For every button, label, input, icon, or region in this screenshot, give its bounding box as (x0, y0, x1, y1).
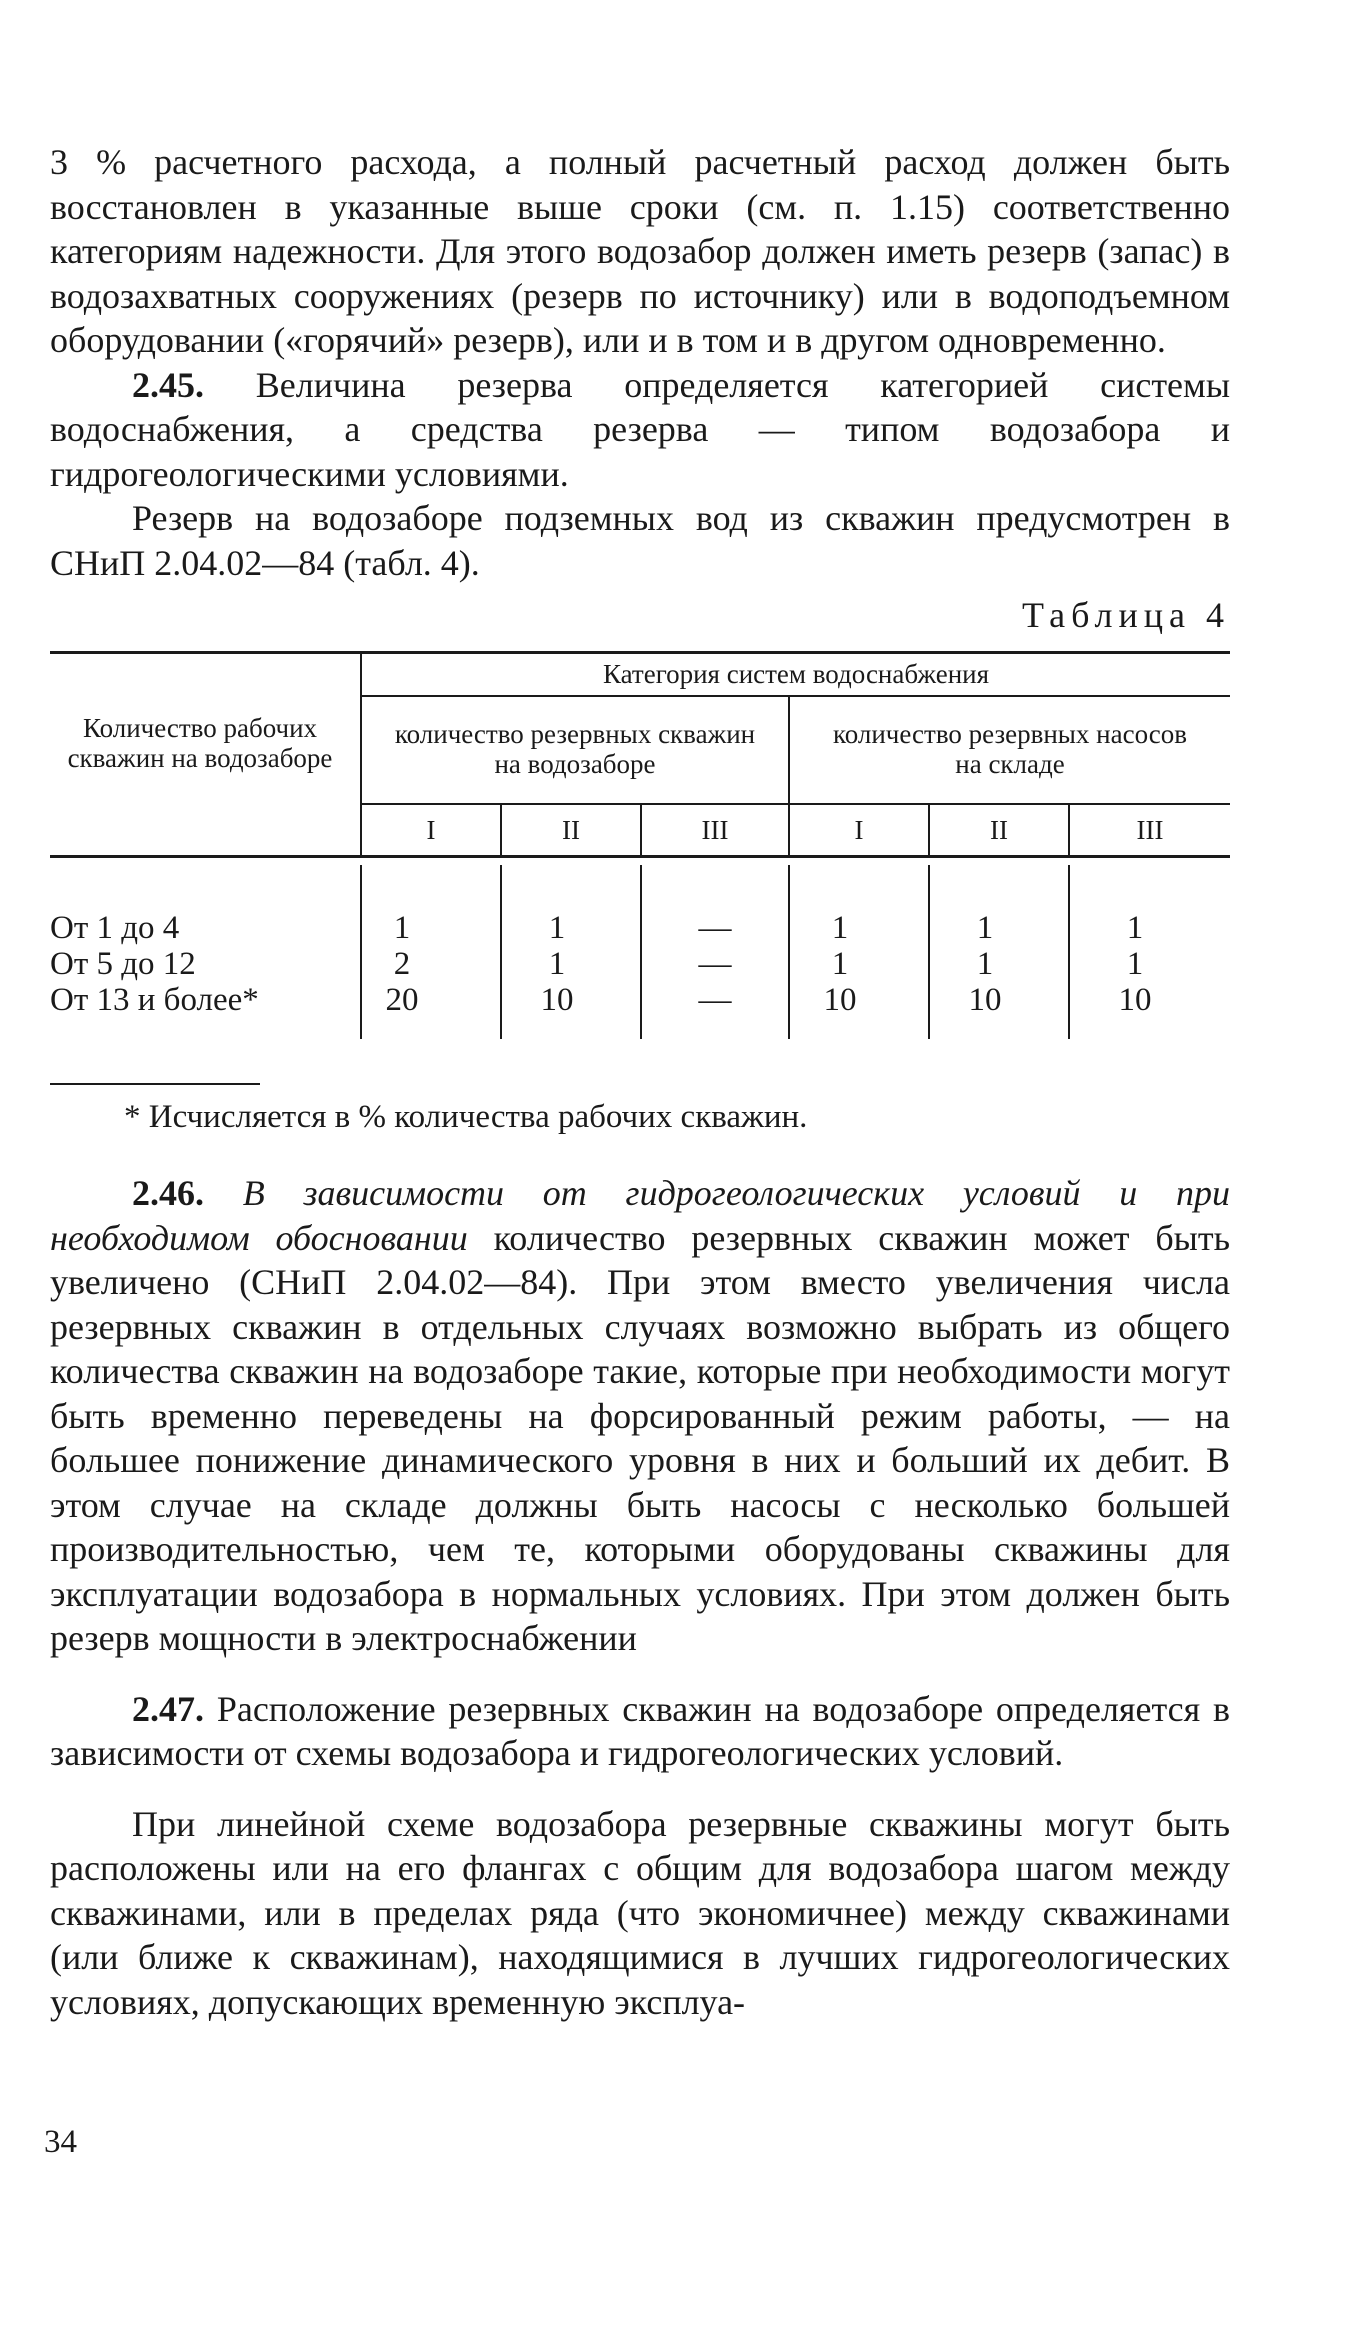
table-cell: 10 (823, 982, 857, 1018)
table-cell: 1 (1126, 946, 1144, 982)
clause-number: 2.46. (132, 1173, 204, 1213)
subcol-3: III (701, 815, 729, 845)
header-reserve-wells: количество резервных скважин на водозаборе (394, 719, 756, 779)
clause-text: Расположение резервных скважин на водозаборе определяется в зависимости от схемы водозабора и гидрогеологических условий. (50, 1688, 1230, 1773)
footnote-divider (50, 1083, 260, 1085)
reserve-table (50, 651, 1230, 1059)
table-cell: 10 (968, 982, 1002, 1018)
table-cell: 1 (548, 946, 566, 982)
paragraph-intro: 3 % расчетного расхода, а полный расчетный расход должен быть восстановлен в указанные выше сроки (см. п. 1.15) соответственно категориям надежности. Для этого водозабор должен иметь резерв (запас) в водозахватных сооружениях (резерв по источнику) или в водоподъемном оборудовании («горячий» резерв), или и в том и в другом одновременно. (50, 142, 1230, 360)
row-label-3: От 13 и более* (50, 982, 259, 1018)
subcol-4: I (854, 815, 864, 845)
paragraph-2-45 (50, 363, 1230, 497)
row-label-1: От 1 до 4 (50, 910, 180, 946)
table-cell: 10 (540, 982, 574, 1018)
header-reserve-pumps: количество резервных насосов на складе (832, 719, 1188, 779)
table-cell: 20 (385, 982, 419, 1018)
table-cell: — (698, 982, 732, 1018)
paragraph-2-47-b: При линейной схеме водозабора резервные скважины могут быть расположены или на его флангах с общим для водозабора шагом между скважинами, или в пределах ряда (что экономичнее) между скважинами (или ближе к скважинам), находящимися в лучших гидрогеологических условиях, допускающих временную эксплуа- (50, 1803, 1230, 2022)
table-cell: — (698, 910, 732, 946)
table-cell: 2 (393, 946, 411, 982)
table-cell: 1 (1126, 910, 1144, 946)
table-cell: 1 (831, 910, 849, 946)
clause-number: 2.45. (132, 364, 204, 405)
page-number: 34 (44, 2124, 77, 2160)
table-caption: Таблица 4 (1022, 595, 1230, 635)
header-wells-count: Количество рабочих скважин на водозаборе (67, 713, 333, 773)
paragraph-2-45-b: Резерв на водозаборе подземных вод из скважин предусмотрен в СНиП 2.04.02—84 (табл. 4). (50, 498, 1230, 583)
table-cell: 1 (976, 910, 994, 946)
table-cell: 1 (548, 910, 566, 946)
header-category: Категория систем водоснабжения (602, 659, 990, 689)
clause-text: Величина резерва определяется категорией системы водоснабжения, а средства резерва — типом водозабора и гидрогеологическими условиями. (50, 364, 1231, 494)
table-cell: 1 (831, 946, 849, 982)
table-cell: 10 (1118, 982, 1152, 1018)
paragraph-2-47 (50, 1687, 1230, 1776)
subcol-6: III (1136, 815, 1164, 845)
subcol-5: II (990, 815, 1008, 845)
subcol-2: II (562, 815, 580, 845)
clause-italic-text: В зависимости от гидрогеологических условий и при необходимом обосновании (50, 1173, 1231, 1258)
row-label-2: От 5 до 12 (50, 946, 196, 982)
clause-number: 2.47. (132, 1688, 204, 1729)
table-cell: 1 (393, 910, 411, 946)
table-cell: 1 (976, 946, 994, 982)
clause-text: количество резервных скважин может быть увеличено (СНиП 2.04.02—84). При этом вместо увеличения числа резервных скважин в отдельных случаях возможно выбрать из общего количества скважин на водозаборе такие, которые при необходимости могут быть временно переведены на форсированный режим работы, — на большее понижение динамического уровня в них и больший их дебит. В этом случае на складе должны быть насосы с несколько большей производительностью, чем те, которыми оборудованы скважины для эксплуатации водозабора в нормальных условиях. При этом должен быть резерв мощности в электроснабжении (50, 1217, 1231, 1658)
subcol-1: I (426, 815, 436, 845)
table-cell: — (698, 946, 732, 982)
table-footnote: * Исчисляется в % количества рабочих скважин. (124, 1099, 808, 1135)
paragraph-2-46 (50, 1171, 1230, 1661)
page-body (50, 140, 1230, 2024)
